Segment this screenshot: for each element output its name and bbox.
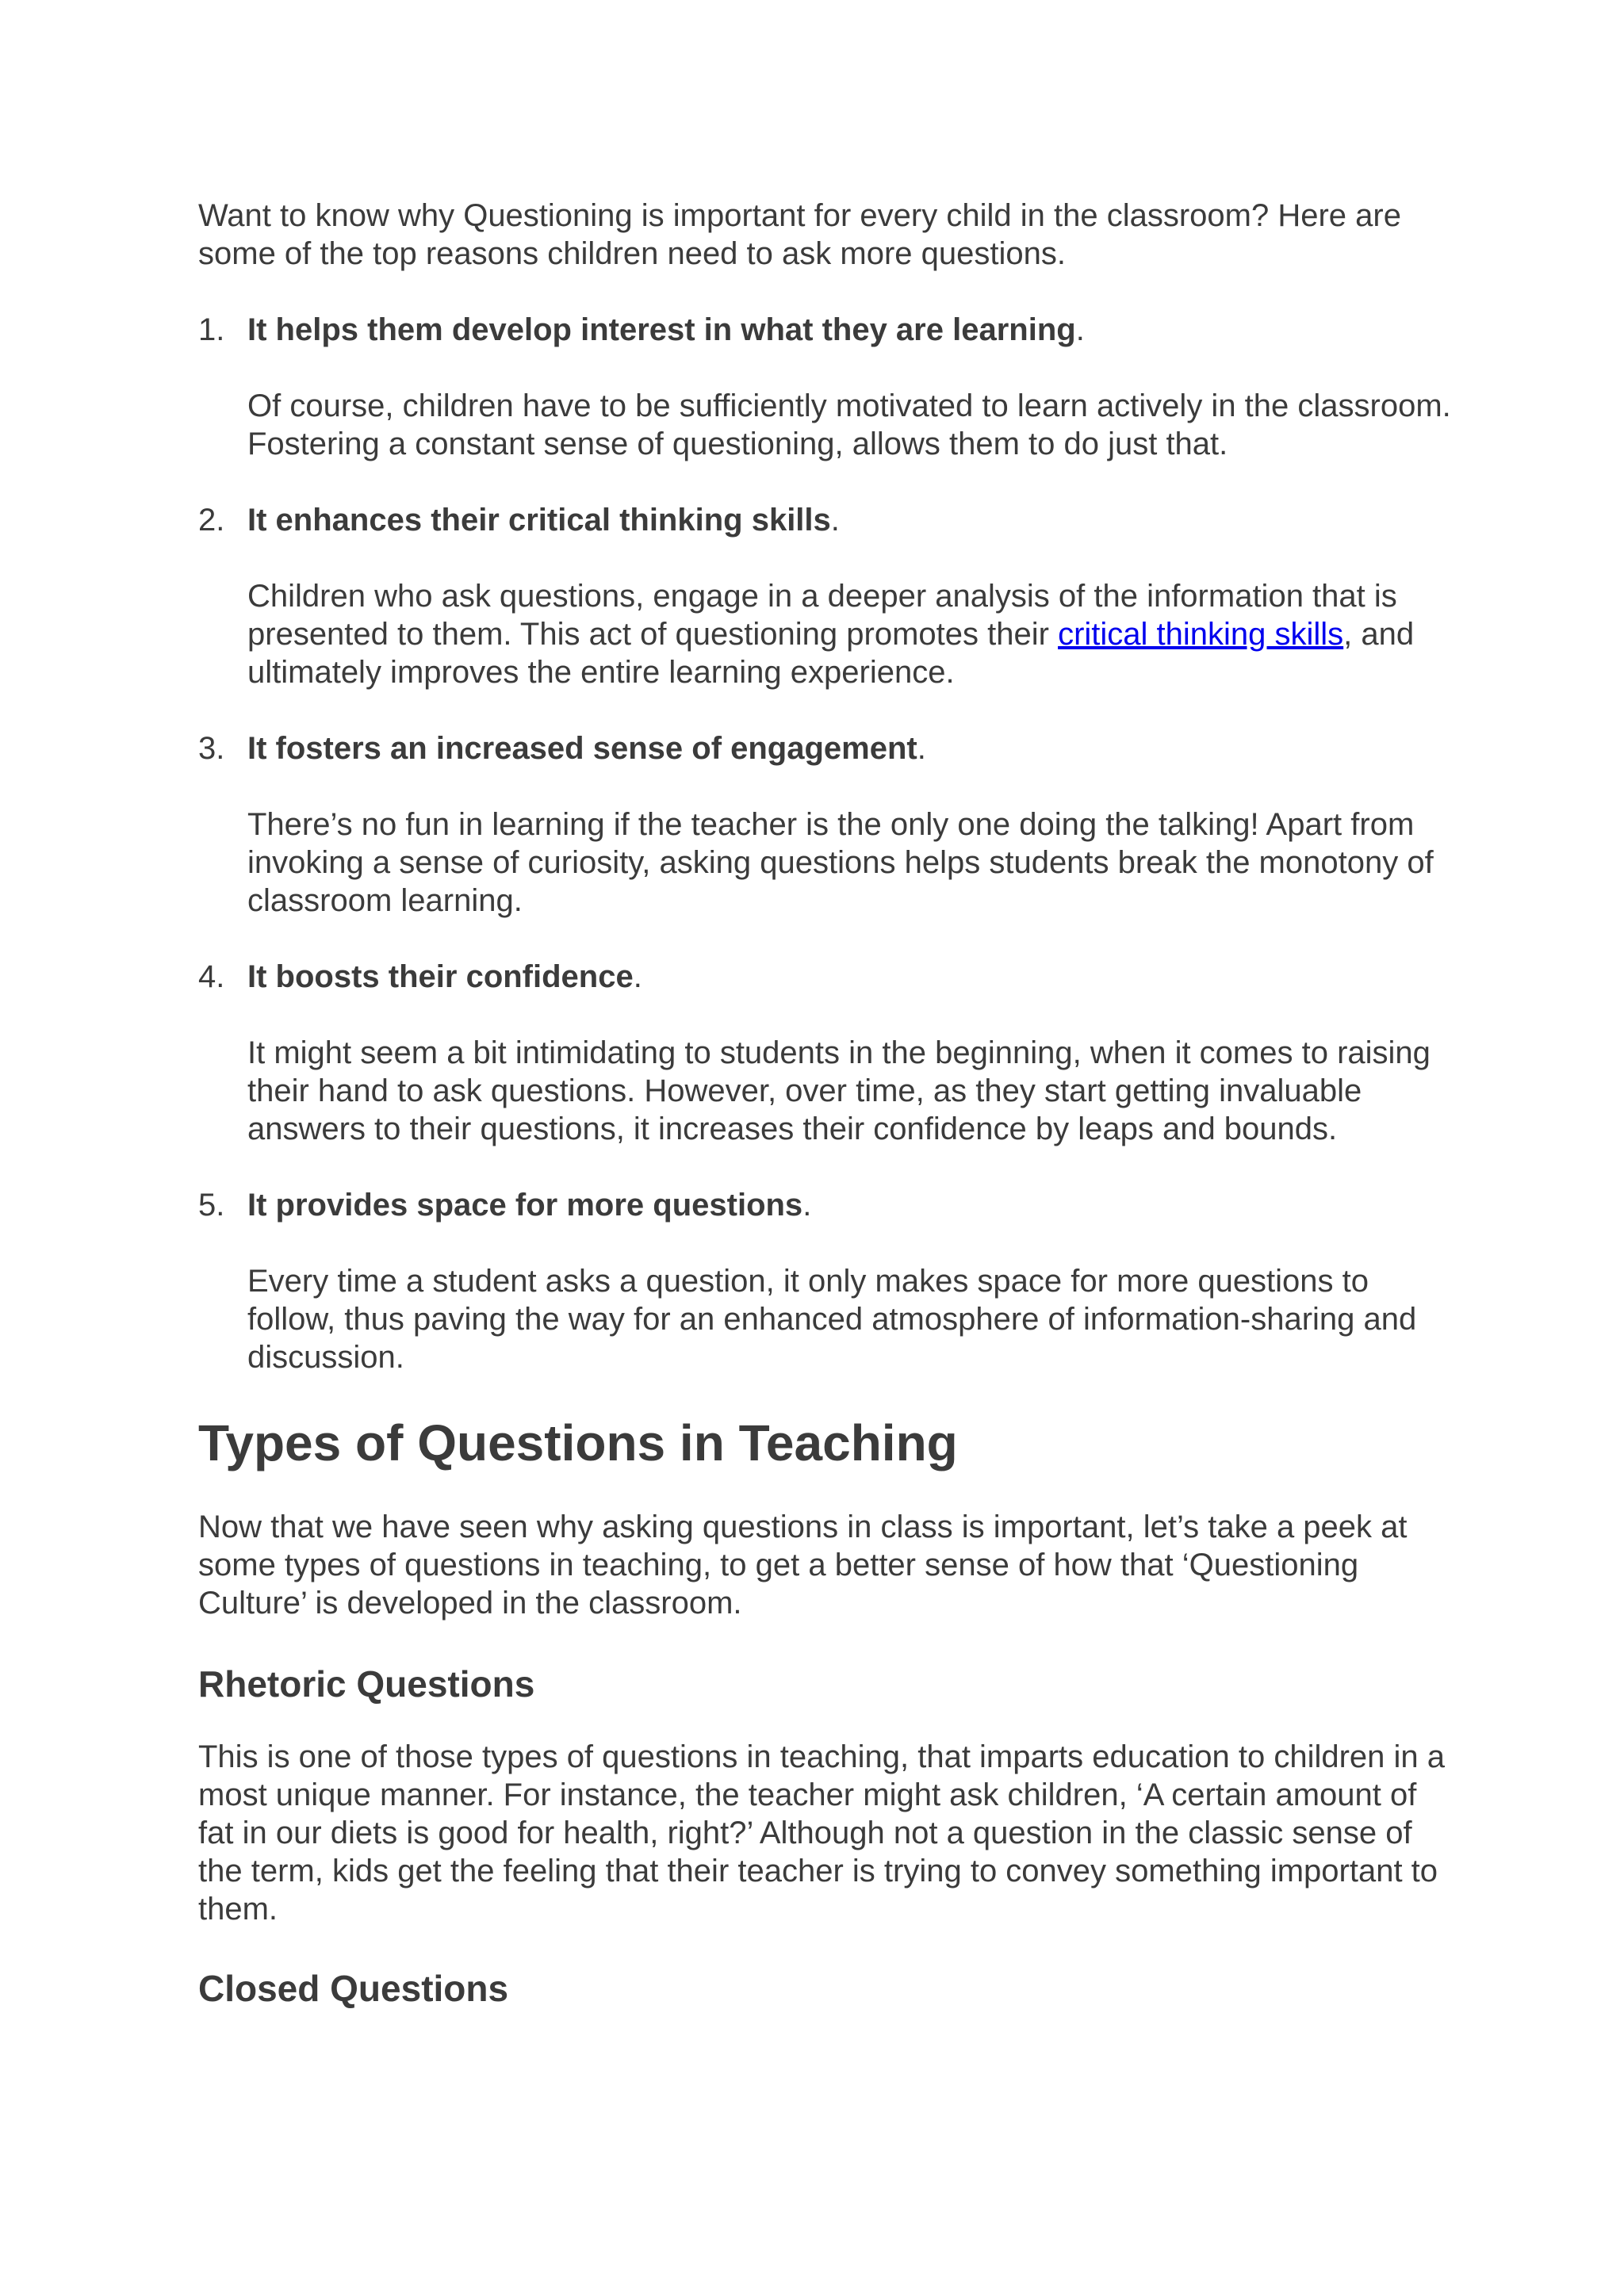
rhetoric-questions-paragraph: This is one of those types of questions in teaching, that imparts education to children in a most unique manner. For instance, the teacher might ask children, ‘A certain amount of fat in our diets is good for health, right?’ Although not a question in the classic sense of the term, kids get the feeling that their teacher is trying to convey something important to them.: [198, 1739, 1446, 1927]
reason-body: There’s no fun in learning if the teacher is the only one doing the talking! Apart from invoking a sense of curiosity, asking questions helps students break the monotony of classroom learning.: [247, 807, 1434, 918]
list-number: 4.: [198, 959, 225, 994]
list-item: [198, 1186, 1451, 1376]
reason-body: Of course, children have to be sufficiently motivated to learn actively in the classroom. Fostering a constant sense of questioning, allows them to do just that.: [247, 388, 1451, 461]
reason-title: [247, 729, 1451, 767]
list-number: 1.: [198, 312, 225, 347]
reason-body-text: Children who ask questions, engage in a deeper analysis of the information that is presented to them. This act of questioning promotes their: [247, 579, 1397, 652]
reason-title-text: It helps them develop interest in what they are learning: [247, 312, 1076, 347]
reason-body-text: , and ultimately improves the entire learning experience.: [247, 617, 1415, 690]
reason-title: [247, 311, 1451, 349]
list-item: [198, 729, 1451, 920]
list-number: 2.: [198, 503, 225, 538]
reason-title: [247, 1186, 1451, 1224]
list-number: 3.: [198, 731, 225, 766]
title-period: .: [802, 1188, 812, 1223]
reason-title-text: It boosts their confidence: [247, 959, 634, 994]
reason-title-text: It provides space for more questions: [247, 1188, 803, 1223]
closed-questions-heading: Closed Questions: [198, 1968, 509, 2009]
reason-title-text: It enhances their critical thinking skills: [247, 503, 831, 538]
section-paragraph: Now that we have seen why asking questions in class is important, let’s take a peek at some types of questions in teaching, to get a better sense of how that ‘Questioning Culture’ is developed in the classroom.: [198, 1510, 1408, 1621]
title-period: .: [1075, 312, 1085, 347]
list-item: [198, 958, 1451, 1148]
reasons-list: [198, 311, 1451, 1376]
reason-title-text: It fosters an increased sense of engagement: [247, 731, 917, 766]
list-number: 5.: [198, 1188, 225, 1223]
critical-thinking-link[interactable]: critical thinking skills: [1058, 617, 1344, 652]
title-period: .: [633, 959, 642, 994]
document-page: [198, 197, 1451, 2042]
list-item: [198, 501, 1451, 691]
reason-title: [247, 958, 1451, 996]
intro-paragraph: Want to know why Questioning is important for every child in the classroom? Here are some of the top reasons children need to ask more questions.: [198, 198, 1401, 271]
reason-body: It might seem a bit intimidating to students in the beginning, when it comes to raising their hand to ask questions. However, over time, as they start getting invaluable answers to their questions, it increases their confidence by leaps and bounds.: [247, 1035, 1431, 1146]
reason-title: [247, 501, 1451, 539]
reason-body: [247, 577, 1451, 691]
reason-body: Every time a student asks a question, it only makes space for more questions to follow, thus paving the way for an enhanced atmosphere of information-sharing and discussion.: [247, 1264, 1417, 1375]
list-item: [198, 311, 1451, 463]
title-period: .: [917, 731, 926, 766]
rhetoric-questions-heading: Rhetoric Questions: [198, 1663, 535, 1705]
title-period: .: [830, 503, 840, 538]
section-heading: Types of Questions in Teaching: [198, 1414, 958, 1471]
